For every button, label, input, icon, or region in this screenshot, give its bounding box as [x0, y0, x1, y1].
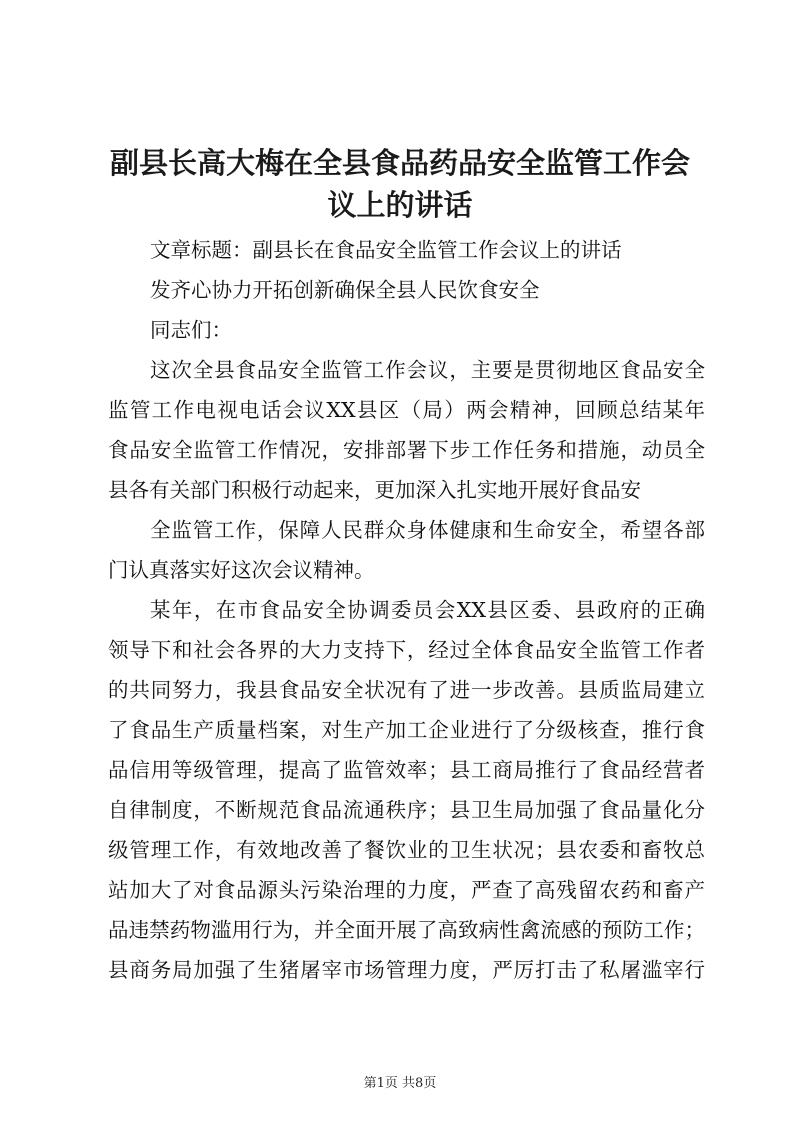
- document-body: [108, 230, 705, 990]
- text-line: 同志们：: [150, 318, 232, 342]
- text-line: 县各有关部门积极行动起来，更加深入扎实地开展好食品安: [108, 478, 641, 502]
- page-footer: 第1页 共8页: [363, 1076, 437, 1091]
- text-line: 领导下和社会各界的大力支持下，经过全体食品安全监管工作者: [108, 638, 705, 662]
- text-line: 级管理工作，有效地改善了餐饮业的卫生状况；县农委和畜牧总: [108, 838, 705, 862]
- text-line: 了食品生产质量档案，对生产加工企业进行了分级核查，推行食: [108, 718, 705, 742]
- text-line: 全监管工作，保障人民群众身体健康和生命安全，希望各部: [150, 518, 705, 542]
- title-line: 议上的讲话: [327, 188, 473, 222]
- text-line: 县商务局加强了生猪屠宰市场管理力度，严厉打击了私屠滥宰行: [108, 958, 705, 982]
- document-title: [60, 142, 740, 226]
- text-line: 这次全县食品安全监管工作会议，主要是贯彻地区食品安全: [150, 358, 705, 382]
- text-line: 品违禁药物滥用行为，并全面开展了高致病性禽流感的预防工作；: [108, 918, 705, 942]
- text-line: 品信用等级管理，提高了监管效率；县工商局推行了食品经营者: [108, 758, 705, 782]
- text-line: 某年，在市食品安全协调委员会XX县区委、县政府的正确: [150, 598, 705, 622]
- text-line: 站加大了对食品源头污染治理的力度，严查了高残留农药和畜产: [108, 878, 705, 902]
- text-line: 食品安全监管工作情况，安排部署下步工作任务和措施，动员全: [108, 438, 705, 462]
- text-line: 自律制度，不断规范食品流通秩序；县卫生局加强了食品量化分: [108, 798, 705, 822]
- text-line: 发齐心协力开拓创新确保全县人民饮食安全: [150, 278, 540, 302]
- text-line: 文章标题：副县长在食品安全监管工作会议上的讲话: [150, 238, 622, 262]
- text-line: 的共同努力，我县食品安全状况有了进一步改善。县质监局建立: [108, 678, 705, 702]
- text-line: 门认真落实好这次会议精神。: [108, 558, 375, 582]
- text-line: 监管工作电视电话会议XX县区（局）两会精神，回顾总结某年: [108, 398, 705, 422]
- title-line: 副县长高大梅在全县食品药品安全监管工作会: [109, 146, 690, 180]
